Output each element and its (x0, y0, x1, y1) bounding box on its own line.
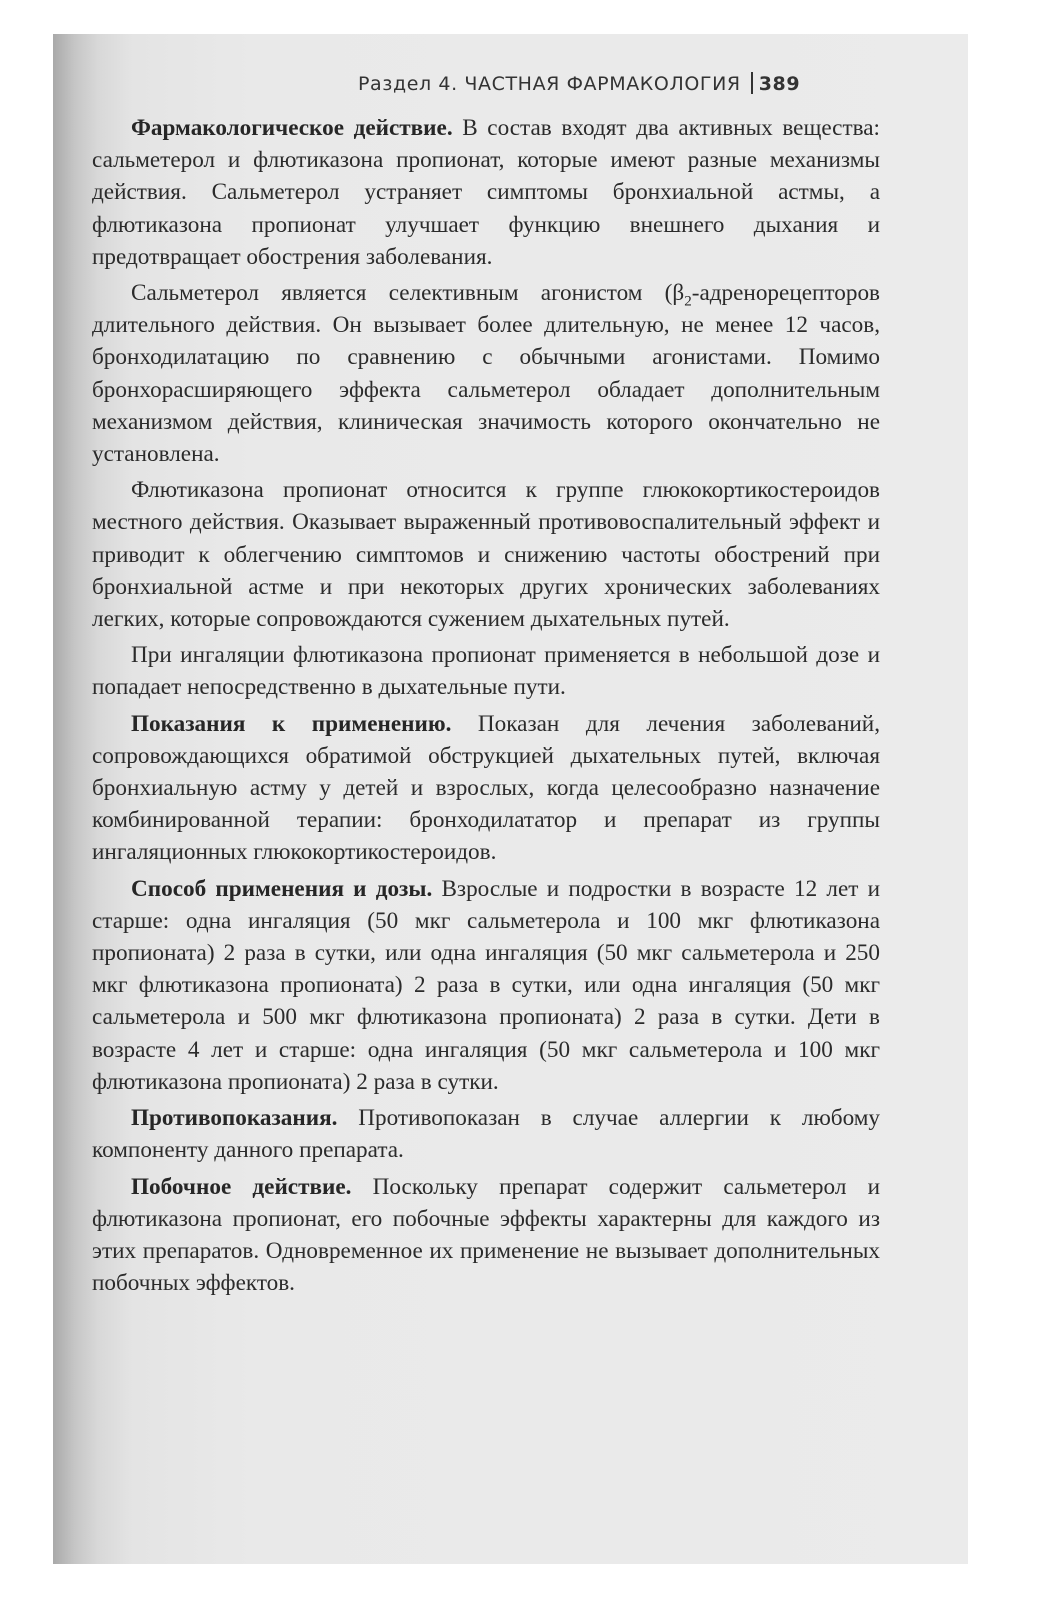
paragraph-heading: Показания к применению. (131, 710, 452, 737)
paragraph-side-effects (92, 1171, 880, 1300)
paragraph-dosage (92, 873, 880, 1098)
body-text (92, 112, 880, 1299)
paragraph-body: Противопоказан в случае аллергии к любому компоненту данного препарата. (92, 1105, 880, 1164)
paragraph-fluticasone (92, 474, 880, 635)
paragraph-inhalation (92, 639, 880, 703)
paragraph-contraindications (92, 1102, 880, 1166)
paragraph-heading: Побочное действие. (131, 1173, 352, 1200)
paragraph-salmeterol (92, 277, 880, 470)
paragraph-heading: Противопоказания. (131, 1105, 338, 1132)
page-number: 389 (758, 73, 801, 95)
paragraph-heading: Способ применения и дозы. (131, 875, 433, 902)
paragraph-body-continued: -адренорецепторов длительного действия. Он вызывает более длительную, не менее 12 часов, бронходилатацию по сравнению с обычными агонистами. Помимо бронхорасширяющего эффекта сальметерол обладает дополнительным механизмом действия, клиническая значимость которого окончательно не установлена. (92, 280, 880, 468)
paragraph-body: Показан для лечения заболеваний, сопровождающихся обратимой обструкцией дыхательных путей, включая бронхиальную астму у детей и взрослых, когда целесообразно назначение комбинированной терапии: бронходилататор и препарат из группы ингаляционных глюкокортикостероидов. (92, 710, 880, 866)
subscript: 2 (684, 293, 692, 310)
paragraph-pharmacological-action (92, 112, 880, 273)
paragraph-heading: Фармакологическое действие. (131, 115, 453, 141)
paragraph-body: Поскольку препарат содержит сальметерол и флютиказона пропионат, его побочные эффекты характерны для каждого из этих препаратов. Одновременное их применение не вызывает дополнительных побочных эффектов. (92, 1173, 880, 1297)
section-title: Раздел 4. ЧАСТНАЯ ФАРМАКОЛОГИЯ (358, 73, 741, 95)
paragraph-body: Сальметерол является селективным агонистом (β (131, 280, 685, 307)
paragraph-body: Взрослые и подростки в возрасте 12 лет и старше: одна ингаляция (50 мкг сальметерола и 100 мкг флютиказона пропионата) 2 раза в сутки, или одна ингаляция (50 мкг сальметерола и 250 мкг флютиказона пропионата) 2 раза в сутки, или одна ингаляция (50 мкг сальметерола и 500 мкг флютиказона пропионата) 2 раза в сутки. Дети в возрасте 4 лет и старше: одна ингаляция (50 мкг сальметерола и 100 мкг флютиказона пропионата) 2 раза в сутки. (92, 875, 880, 1095)
running-header (358, 72, 800, 95)
paragraph-body: В состав входят два активных вещества: сальметерол и флютиказона пропионат, которые имеют разные механизмы действия. Сальметерол устраняет симптомы бронхиальной астмы, а флютиказона пропионат улучшает функцию внешнего дыхания и предотвращает обострения заболевания. (92, 115, 880, 270)
header-divider (751, 72, 753, 94)
paragraph-body: Флютиказона пропионат относится к группе глюкокортикостероидов местного действия. Оказывает выраженный противовоспалительный эффект и приводит к облегчению симптомов и снижению частоты обострений при бронхиальной астме и при некоторых других хронических заболеваниях легких, которые сопровождаются сужением дыхательных путей. (92, 477, 880, 633)
paragraph-indications (92, 708, 880, 869)
paragraph-body: При ингаляции флютиказона пропионат применяется в небольшой дозе и попадает непосредственно в дыхательные пути. (92, 642, 880, 701)
